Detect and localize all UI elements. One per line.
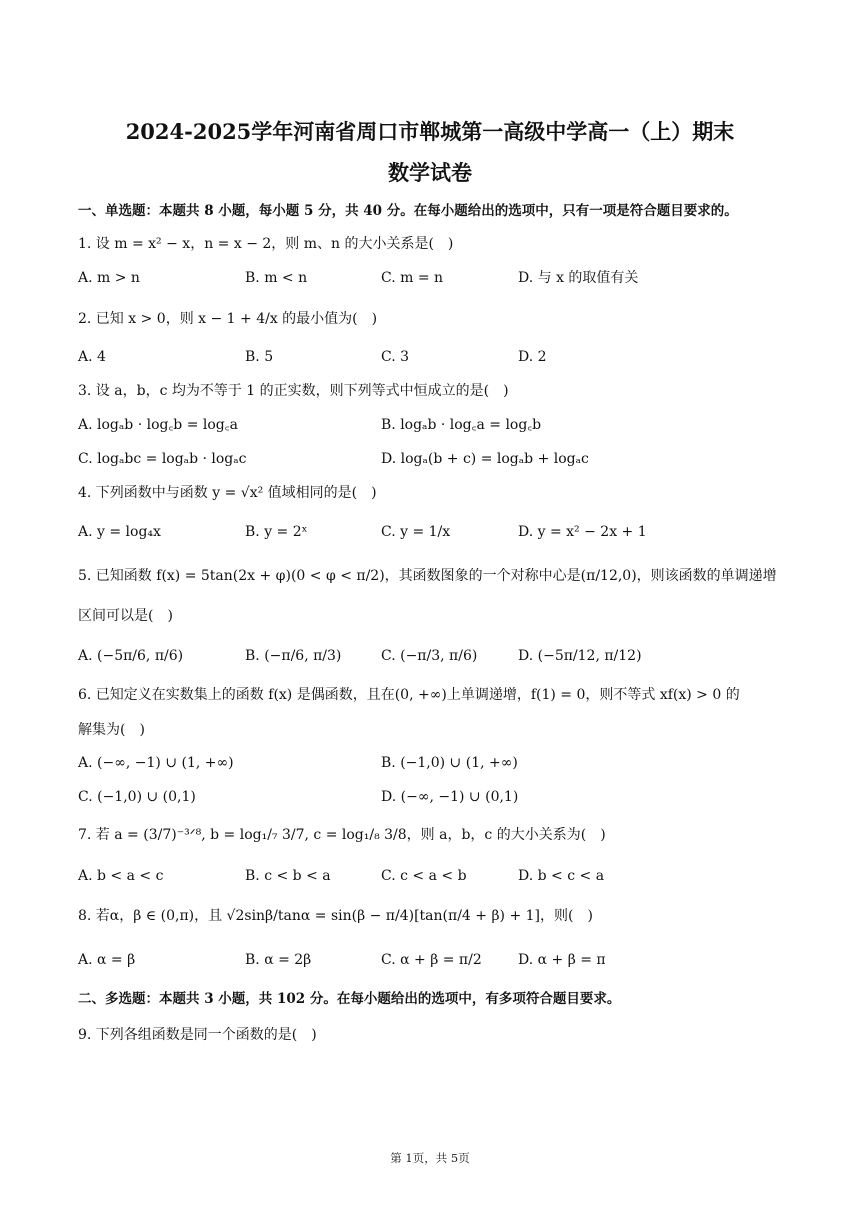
option-d: D. (−∞, −1) ∪ (0,1)	[381, 789, 519, 805]
page-number: 第 1页，共 5页	[390, 1151, 470, 1165]
page-title: 2024-2025学年河南省周口市郸城第一高级中学高一（上）期末	[125, 119, 735, 144]
question-stem: 8. 若α，β ∈ (0,π)，且 √2sinβ/tanα = sin(β − π/4)[tan(π/4 + β) + 1]，则( )	[78, 908, 593, 924]
option-d: D. b < c < a	[518, 868, 605, 884]
option-d: D. α + β = π	[518, 952, 606, 968]
question-stem: 5. 已知函数 f(x) = 5tan(2x + φ)(0 < φ < π/2)，其函数图象的一个对称中心是(π/12,0)，则该函数的单调递增	[78, 568, 777, 584]
option-c: C. 3	[381, 349, 410, 365]
question-stem: 6. 已知定义在实数集上的函数 f(x) 是偶函数，且在(0, +∞)上单调递增，f(1) = 0，则不等式 xf(x) > 0 的	[78, 687, 740, 703]
option-a: A. (−5π/6, π/6)	[78, 648, 184, 664]
option-b: B. logₐb · log꜀a = log꜀b	[381, 417, 542, 433]
option-b: B. m < n	[245, 270, 308, 286]
page-subtitle: 数学试卷	[388, 160, 472, 185]
option-c: C. α + β = π/2	[381, 952, 482, 968]
option-b: B. (−1,0) ∪ (1, +∞)	[381, 755, 518, 771]
question-stem: 2. 已知 x > 0，则 x − 1 + 4/x 的最小值为( )	[78, 311, 378, 327]
option-c: C. (−π/3, π/6)	[381, 648, 478, 664]
option-d: D. 与 x 的取值有关	[518, 270, 639, 286]
question-stem: 7. 若 a = (3/7)⁻³ᐟ⁸, b = log₁/₇ 3/7, c = log₁/₈ 3/8，则 a，b，c 的大小关系为( )	[78, 827, 606, 843]
option-a: A. y = log₄x	[78, 524, 161, 540]
option-c: C. y = 1/x	[381, 524, 451, 540]
option-b: B. y = 2ˣ	[245, 524, 308, 540]
section-heading-single: 一、单选题：本题共 8 小题，每小题 5 分，共 40 分。在每小题给出的选项中，只有一项是符合题目要求的。	[78, 203, 738, 219]
section-heading-multi: 二、多选题：本题共 3 小题，共 102 分。在每小题给出的选项中，有多项符合题目要求。	[78, 991, 621, 1007]
question-stem: 9. 下列各组函数是同一个函数的是( )	[78, 1027, 317, 1043]
question-stem: 4. 下列函数中与函数 y = √x² 值域相同的是( )	[78, 485, 377, 501]
option-d: D. y = x² − 2x + 1	[518, 524, 647, 540]
option-a: A. m > n	[78, 270, 140, 286]
option-c: C. logₐbc = logₐb · logₐc	[78, 451, 247, 467]
option-a: A. α = β	[78, 952, 136, 968]
option-c: C. c < a < b	[381, 868, 467, 884]
option-d: D. (−5π/12, π/12)	[518, 648, 642, 664]
option-a: A. logₐb · log꜀b = log꜀a	[78, 417, 238, 433]
question-stem: 3. 设 a，b，c 均为不等于 1 的正实数，则下列等式中恒成立的是( )	[78, 383, 509, 399]
option-c: C. (−1,0) ∪ (0,1)	[78, 789, 196, 805]
option-a: A. (−∞, −1) ∪ (1, +∞)	[78, 755, 234, 771]
option-d: D. 2	[518, 349, 547, 365]
option-c: C. m = n	[381, 270, 444, 286]
option-b: B. c < b < a	[245, 868, 331, 884]
option-d: D. logₐ(b + c) = logₐb + logₐc	[381, 451, 589, 467]
option-b: B. (−π/6, π/3)	[245, 648, 342, 664]
option-b: B. 5	[245, 349, 274, 365]
question-stem-continued: 区间可以是( )	[78, 608, 173, 624]
option-a: A. b < a < c	[78, 868, 164, 884]
option-a: A. 4	[78, 349, 106, 365]
question-stem: 1. 设 m = x² − x，n = x − 2，则 m、n 的大小关系是( )	[78, 236, 454, 252]
option-b: B. α = 2β	[245, 952, 312, 968]
question-stem-continued: 解集为( )	[78, 722, 145, 738]
